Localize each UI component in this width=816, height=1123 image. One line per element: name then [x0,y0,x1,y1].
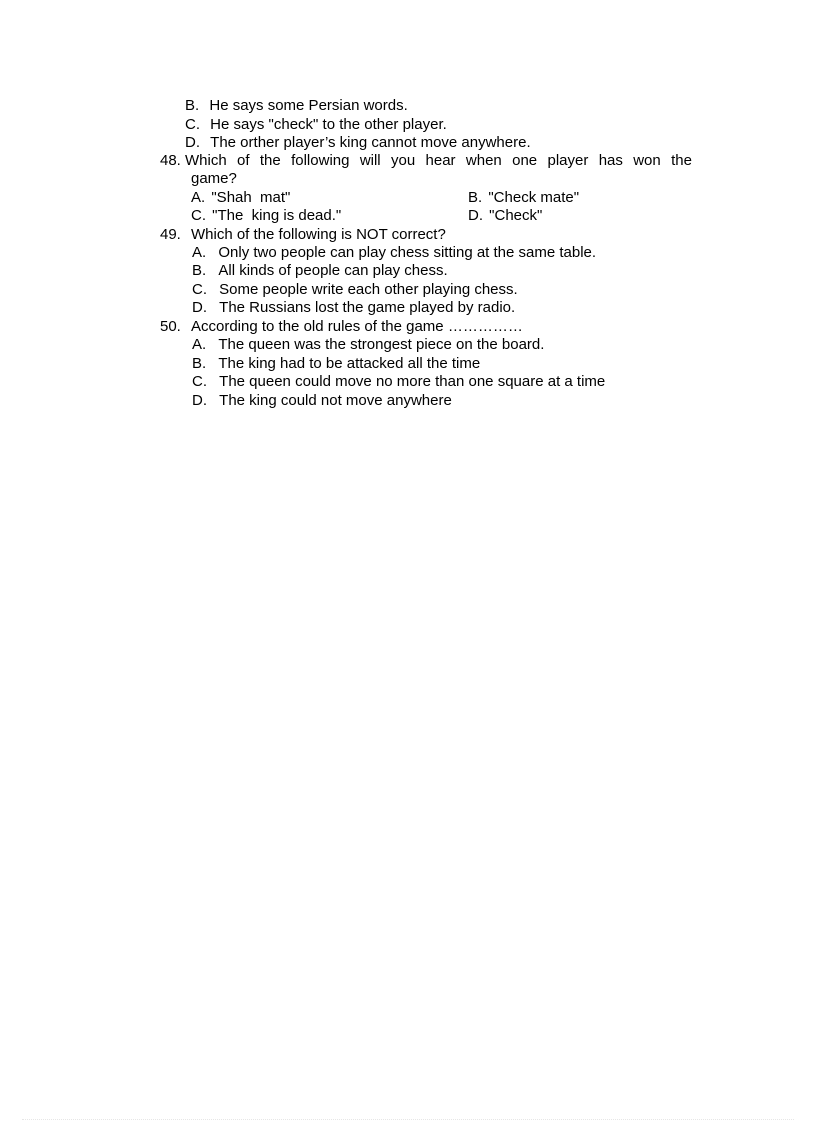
q48-stem [185,152,692,170]
q48-option-c [191,207,341,225]
option-text: Only two people can play chess sitting at the same table. [218,244,597,261]
option-text: "Check" [489,207,543,224]
option-text: "The king is dead." [212,207,342,224]
q47-option-b [185,97,408,115]
option-text: The queen could move no more than one square at a time [219,373,606,390]
stem-word: won [633,152,661,169]
option-text: All kinds of people can play chess. [218,262,448,279]
option-text: The king had to be attacked all the time [218,355,481,372]
option-letter: A. [191,189,206,206]
option-text: "Shah mat" [211,189,291,206]
q48-number: 48. [160,152,181,169]
option-letter: A. [192,336,207,353]
stem-word: when [465,152,502,169]
q49-option-b [192,262,448,280]
q49-stem: Which of the following is NOT correct? [191,226,446,243]
q50-option-d [192,392,452,410]
q49-option-c [192,281,518,299]
stem-word: player [547,152,589,169]
q49-option-d [192,299,515,317]
q50-number: 50. [160,318,181,335]
option-text: The Russians lost the game played by radio. [219,299,516,316]
stem-word: hear [425,152,456,169]
option-text: The king could not move anywhere [219,392,452,409]
option-text: The orther player’s king cannot move anywhere. [210,134,531,151]
stem-word: one [512,152,538,169]
option-letter: B. [192,355,207,372]
stem-word: will [359,152,381,169]
stem-word: of [237,152,250,169]
stem-word: has [598,152,623,169]
q48-stem-continued: game? [191,170,237,187]
q50-option-a [192,336,544,354]
q50-option-b [192,355,480,373]
option-text: Some people write each other playing chess. [219,281,518,298]
option-letter: C. [192,281,207,298]
option-letter: C. [191,207,206,224]
stem-word: following [291,152,350,169]
page-bottom-divider [22,1119,794,1120]
option-letter: D. [192,299,207,316]
q48-option-a [191,189,290,207]
option-letter: D. [192,392,207,409]
option-text: He says some Persian words. [209,97,408,114]
option-letter: A. [192,244,207,261]
stem-word: the [259,152,281,169]
option-letter: D. [468,207,483,224]
option-text: He says "check" to the other player. [210,116,447,133]
stem-word: Which [185,152,227,169]
q49-option-a [192,244,596,262]
q48-option-b [468,189,579,207]
q47-option-d [185,134,531,152]
q49-number: 49. [160,226,181,243]
q50-stem: According to the old rules of the game …………… [191,318,523,335]
option-letter: B. [185,97,200,114]
option-letter: B. [468,189,483,206]
option-letter: D. [185,134,200,151]
stem-word: you [391,152,416,169]
q48-option-d [468,207,542,225]
option-letter: C. [185,116,200,133]
option-letter: B. [192,262,207,279]
q47-option-c [185,116,447,134]
option-text: "Check mate" [488,189,580,206]
option-text: The queen was the strongest piece on the board. [218,336,545,353]
stem-word: the [671,152,692,169]
option-letter: C. [192,373,207,390]
q50-option-c [192,373,605,391]
